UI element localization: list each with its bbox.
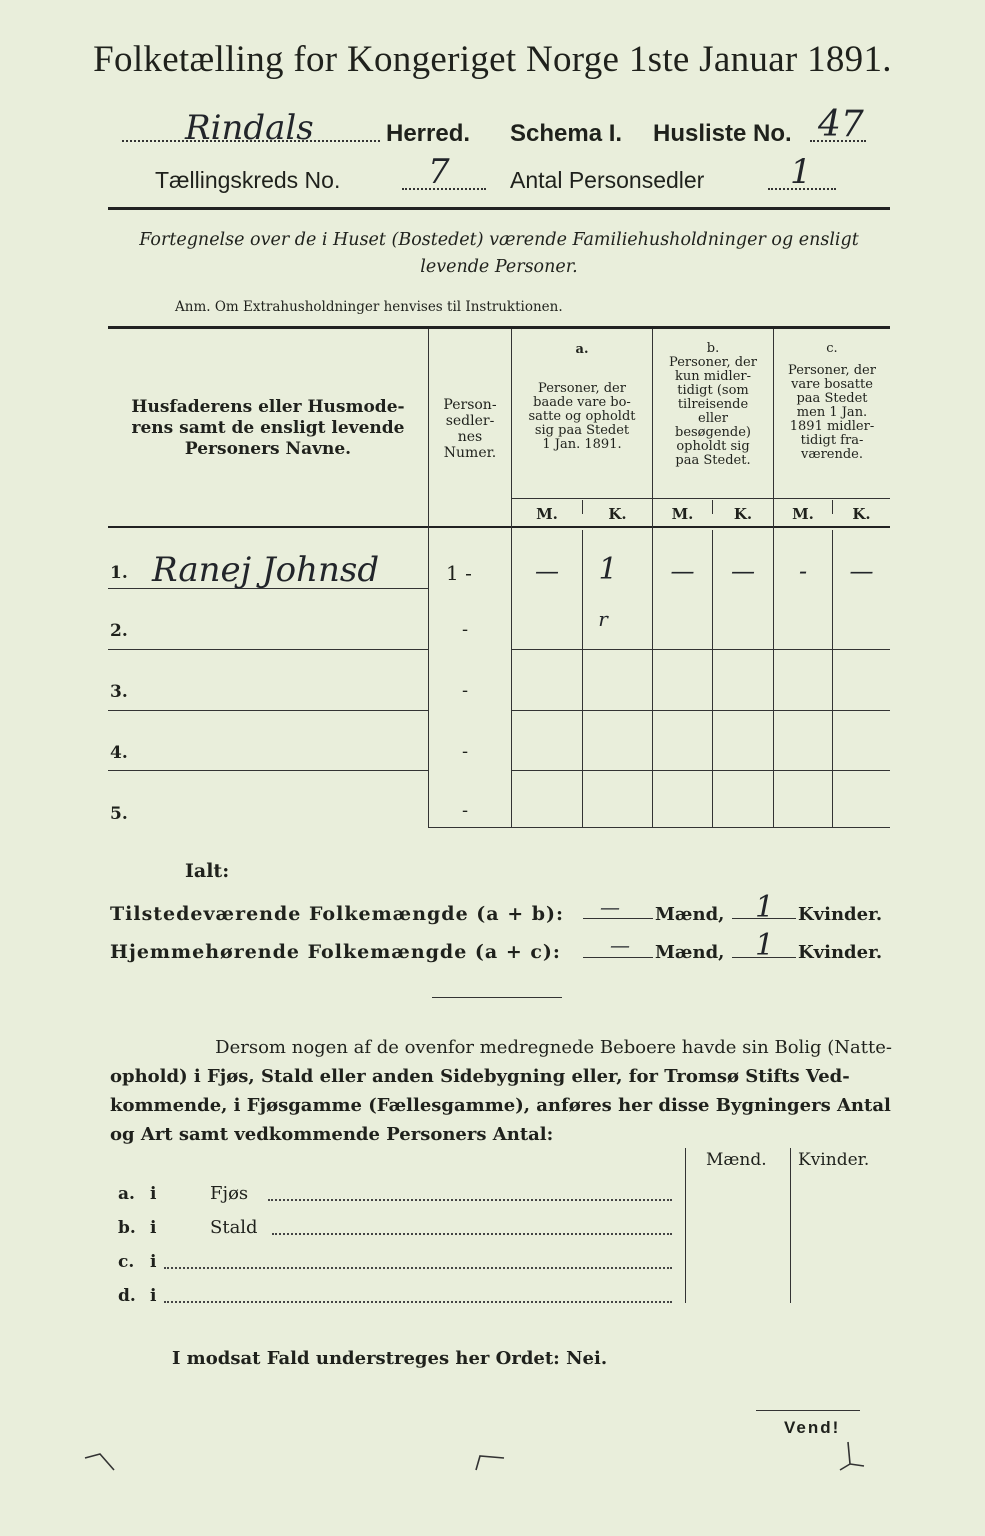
pencil-mark-3 bbox=[830, 1436, 870, 1476]
husliste-label: Husliste No. bbox=[653, 120, 792, 147]
row-1-sedel: 1 - bbox=[446, 561, 472, 585]
row-4-sedel: - bbox=[462, 741, 469, 762]
anm-note: Anm. Om Extrahusholdninger henvises til Instruktionen. bbox=[175, 299, 563, 315]
b-k-label: K. bbox=[733, 505, 753, 523]
herred-value: Rindals bbox=[185, 108, 314, 148]
pencil-mark-1 bbox=[80, 1448, 120, 1478]
kreds-label: Tællingskreds No. bbox=[155, 167, 341, 193]
antal-label: Antal Personsedler bbox=[510, 167, 705, 193]
item-b-dots bbox=[272, 1233, 672, 1235]
col-c-letter: c. bbox=[826, 341, 838, 356]
row-1-name: Ranej Johnsd bbox=[152, 550, 380, 590]
hjemme-label: Hjemmehørende Folkemængde (a + c): bbox=[110, 941, 561, 963]
mk-top-rule bbox=[512, 498, 890, 499]
hjemme-kvinder: Kvinder. bbox=[798, 942, 883, 963]
item-a-dots bbox=[268, 1199, 672, 1201]
col-a-header: Personer, der baade vare bo- satte og opholdt sig paa Stedet 1 Jan. 1891. bbox=[528, 381, 636, 452]
separator-rule bbox=[432, 997, 562, 998]
form-title: Folketælling for Kongeriget Norge 1ste Januar 1891. bbox=[93, 39, 892, 80]
b-m-label: M. bbox=[671, 505, 694, 523]
item-d-i: i bbox=[150, 1286, 157, 1306]
col-c-header: Personer, der vare bosatte paa Stedet men 1 Jan. 1891 midler- tidigt fra- værende. bbox=[788, 363, 876, 462]
row-3-sedel: - bbox=[462, 680, 469, 701]
antal-value: 1 bbox=[790, 152, 812, 192]
item-c-letter: c. bbox=[118, 1252, 135, 1272]
intro-line-1: Fortegnelse over de i Huset (Bostedet) værende Familiehusholdninger og ensligt bbox=[139, 230, 859, 250]
intro-line-2: levende Personer. bbox=[420, 257, 578, 277]
row-rule-3b bbox=[512, 710, 890, 711]
item-d-dots bbox=[164, 1301, 672, 1303]
row-rule-4b bbox=[512, 770, 890, 771]
row-1-b-k: — bbox=[731, 557, 755, 585]
table-bottom-rule bbox=[428, 827, 890, 828]
bottom-kvinder-header: Kvinder. bbox=[798, 1150, 870, 1170]
row-rule-3 bbox=[108, 710, 428, 711]
col-b-letter: b. bbox=[706, 341, 720, 356]
header-rule bbox=[108, 207, 890, 210]
col-name-header: Husfaderens eller Husmode- rens samt de ensligt levende Personers Navne. bbox=[131, 397, 405, 459]
row-5-sedel: - bbox=[462, 800, 469, 821]
col-sep-name bbox=[428, 329, 429, 827]
husliste-value: 47 bbox=[818, 104, 864, 145]
row-2-a-k: r bbox=[598, 607, 608, 631]
col-a-letter: a. bbox=[575, 342, 589, 357]
item-b-i: i bbox=[150, 1218, 157, 1238]
item-a-letter: a. bbox=[118, 1184, 135, 1204]
row-3-num: 3. bbox=[110, 682, 128, 702]
vend-label: Vend! bbox=[784, 1418, 841, 1437]
a-k-label: K. bbox=[608, 505, 627, 523]
tilstede-k-value: 1 bbox=[755, 890, 775, 925]
a-m-label: M. bbox=[536, 505, 558, 523]
row-1-a-k: 1 bbox=[598, 552, 618, 587]
hjemme-maend: Mænd, bbox=[655, 942, 725, 963]
bottom-col-sep-1 bbox=[685, 1148, 686, 1303]
row-1-num: 1. bbox=[110, 563, 128, 583]
tilstede-kvinder: Kvinder. bbox=[798, 904, 883, 925]
pencil-mark-2 bbox=[470, 1448, 510, 1478]
row-2-sedel: - bbox=[462, 619, 469, 640]
row-rule-2b bbox=[512, 649, 890, 650]
item-c-i: i bbox=[150, 1252, 157, 1272]
row-1-c-m: - bbox=[798, 557, 808, 585]
vend-rule bbox=[756, 1410, 860, 1411]
tilstede-maend: Mænd, bbox=[655, 904, 725, 925]
c-k-label: K. bbox=[852, 505, 871, 523]
tilstede-label: Tilstedeværende Folkemængde (a + b): bbox=[110, 903, 565, 925]
herred-label: Herred. bbox=[386, 120, 471, 147]
item-a-label: Fjøs bbox=[210, 1183, 249, 1204]
row-1-b-m: — bbox=[670, 557, 695, 585]
col-b-header: Personer, der kun midler- tidigt (som tilreisende eller besøgende) opholdt sig paa Stedet. bbox=[669, 355, 757, 468]
schema-label: Schema I. bbox=[510, 120, 623, 147]
bottom-paragraph: Dersom nogen af de ovenfor medregnede Beboere havde sin Bolig (Natte- ophold) i Fjøs, Stald eller anden Sidebygning eller, for Tromsø Stifts Ved- kommende, i Fjøsgamme (Fællesgamme), anføres her disse Bygningers Antal og Art samt vedkommende Personers Antal: bbox=[110, 1037, 892, 1145]
row-rule-4 bbox=[108, 770, 428, 771]
c-m-label: M. bbox=[792, 505, 814, 523]
row-rule-2 bbox=[108, 649, 428, 650]
hjemme-m-line bbox=[583, 957, 653, 958]
kreds-value: 7 bbox=[428, 152, 450, 192]
row-2-num: 2. bbox=[110, 621, 128, 641]
item-b-letter: b. bbox=[118, 1218, 136, 1238]
hjemme-k-value: 1 bbox=[755, 928, 775, 963]
bottom-col-sep-2 bbox=[790, 1148, 791, 1303]
col-num-header: Person- sedler- nes Numer. bbox=[443, 397, 497, 461]
item-b-label: Stald bbox=[210, 1217, 258, 1238]
row-1-a-m: — bbox=[535, 557, 559, 585]
hjemme-m-value: — bbox=[610, 933, 630, 957]
bottom-maend-header: Mænd. bbox=[706, 1150, 767, 1170]
row-5-num: 5. bbox=[110, 804, 128, 824]
item-a-i: i bbox=[150, 1184, 157, 1204]
item-d-letter: d. bbox=[118, 1286, 136, 1306]
tilstede-m-value: — bbox=[600, 895, 620, 919]
row-1-c-k: — bbox=[849, 557, 874, 585]
ialt-label: Ialt: bbox=[185, 860, 230, 882]
row-4-num: 4. bbox=[110, 743, 128, 763]
item-c-dots bbox=[164, 1267, 672, 1269]
nei-note: I modsat Fald understreges her Ordet: Nei. bbox=[172, 1348, 608, 1369]
